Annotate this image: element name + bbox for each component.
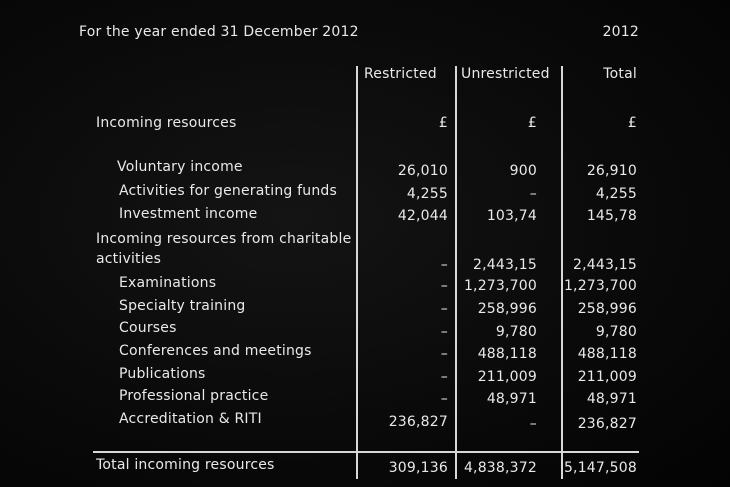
totals-total: 5,147,508 (563, 460, 637, 476)
row-total: 26,910 (586, 163, 637, 179)
row-restricted: – (440, 301, 448, 317)
row-label: Accreditation & RITI (119, 411, 262, 427)
currency-restricted: £ (438, 115, 448, 131)
row-total: 488,118 (577, 346, 637, 362)
row-restricted: – (440, 369, 448, 385)
column-divider-3 (561, 66, 563, 479)
row-total: 258,996 (577, 301, 637, 317)
row-unrestricted: 2,443,15 (473, 257, 537, 273)
row-total: 4,255 (595, 186, 637, 202)
period-heading: For the year ended 31 December 2012 (79, 24, 359, 40)
row-restricted: 42,044 (397, 208, 448, 224)
row-total: 48,971 (586, 391, 637, 407)
column-divider-2 (455, 66, 457, 479)
row-restricted: 4,255 (406, 186, 448, 202)
row-restricted: – (440, 391, 448, 407)
row-label: Courses (119, 320, 177, 336)
row-total: 9,780 (595, 324, 637, 340)
row-label: Examinations (119, 275, 217, 291)
column-header-restricted: Restricted (364, 66, 437, 82)
row-label: Specialty training (119, 298, 246, 314)
row-unrestricted: 48,971 (486, 391, 537, 407)
row-label: Voluntary income (117, 159, 243, 175)
row-unrestricted: 258,996 (477, 301, 537, 317)
row-label: Activities for generating funds (119, 183, 337, 199)
row-label: Professional practice (119, 388, 269, 404)
column-divider-1 (356, 66, 358, 479)
totals-unrestricted: 4,838,372 (463, 460, 537, 476)
row-restricted: – (440, 278, 448, 294)
row-unrestricted: – (529, 416, 537, 432)
section-label: Incoming resources (96, 115, 237, 131)
row-unrestricted: 488,118 (477, 346, 537, 362)
row-total: 2,443,15 (573, 257, 637, 273)
currency-total: £ (627, 115, 637, 131)
row-restricted: – (440, 346, 448, 362)
row-label: Incoming resources from charitable (96, 231, 352, 247)
row-restricted: 236,827 (388, 414, 448, 430)
row-restricted: – (440, 257, 448, 273)
row-unrestricted: 900 (509, 163, 537, 179)
totals-rule (93, 451, 639, 453)
row-label: Conferences and meetings (119, 343, 312, 359)
column-header-unrestricted: Unrestricted (461, 66, 550, 82)
year-heading: 2012 (602, 24, 639, 40)
row-total: 145,78 (586, 208, 637, 224)
row-total: 211,009 (577, 369, 637, 385)
column-header-total: Total (603, 66, 637, 82)
row-restricted: 26,010 (397, 163, 448, 179)
row-unrestricted: – (529, 186, 537, 202)
row-unrestricted: 103,74 (486, 208, 537, 224)
row-restricted: – (440, 324, 448, 340)
row-unrestricted: 9,780 (495, 324, 537, 340)
currency-unrestricted: £ (527, 115, 537, 131)
row-total: 236,827 (577, 416, 637, 432)
row-label: Publications (119, 366, 206, 382)
row-unrestricted: 1,273,700 (463, 278, 537, 294)
row-unrestricted: 211,009 (477, 369, 537, 385)
totals-label: Total incoming resources (96, 457, 275, 473)
row-label-continued: activities (96, 251, 162, 267)
row-total: 1,273,700 (563, 278, 637, 294)
totals-restricted: 309,136 (388, 460, 448, 476)
row-label: Investment income (119, 206, 258, 222)
